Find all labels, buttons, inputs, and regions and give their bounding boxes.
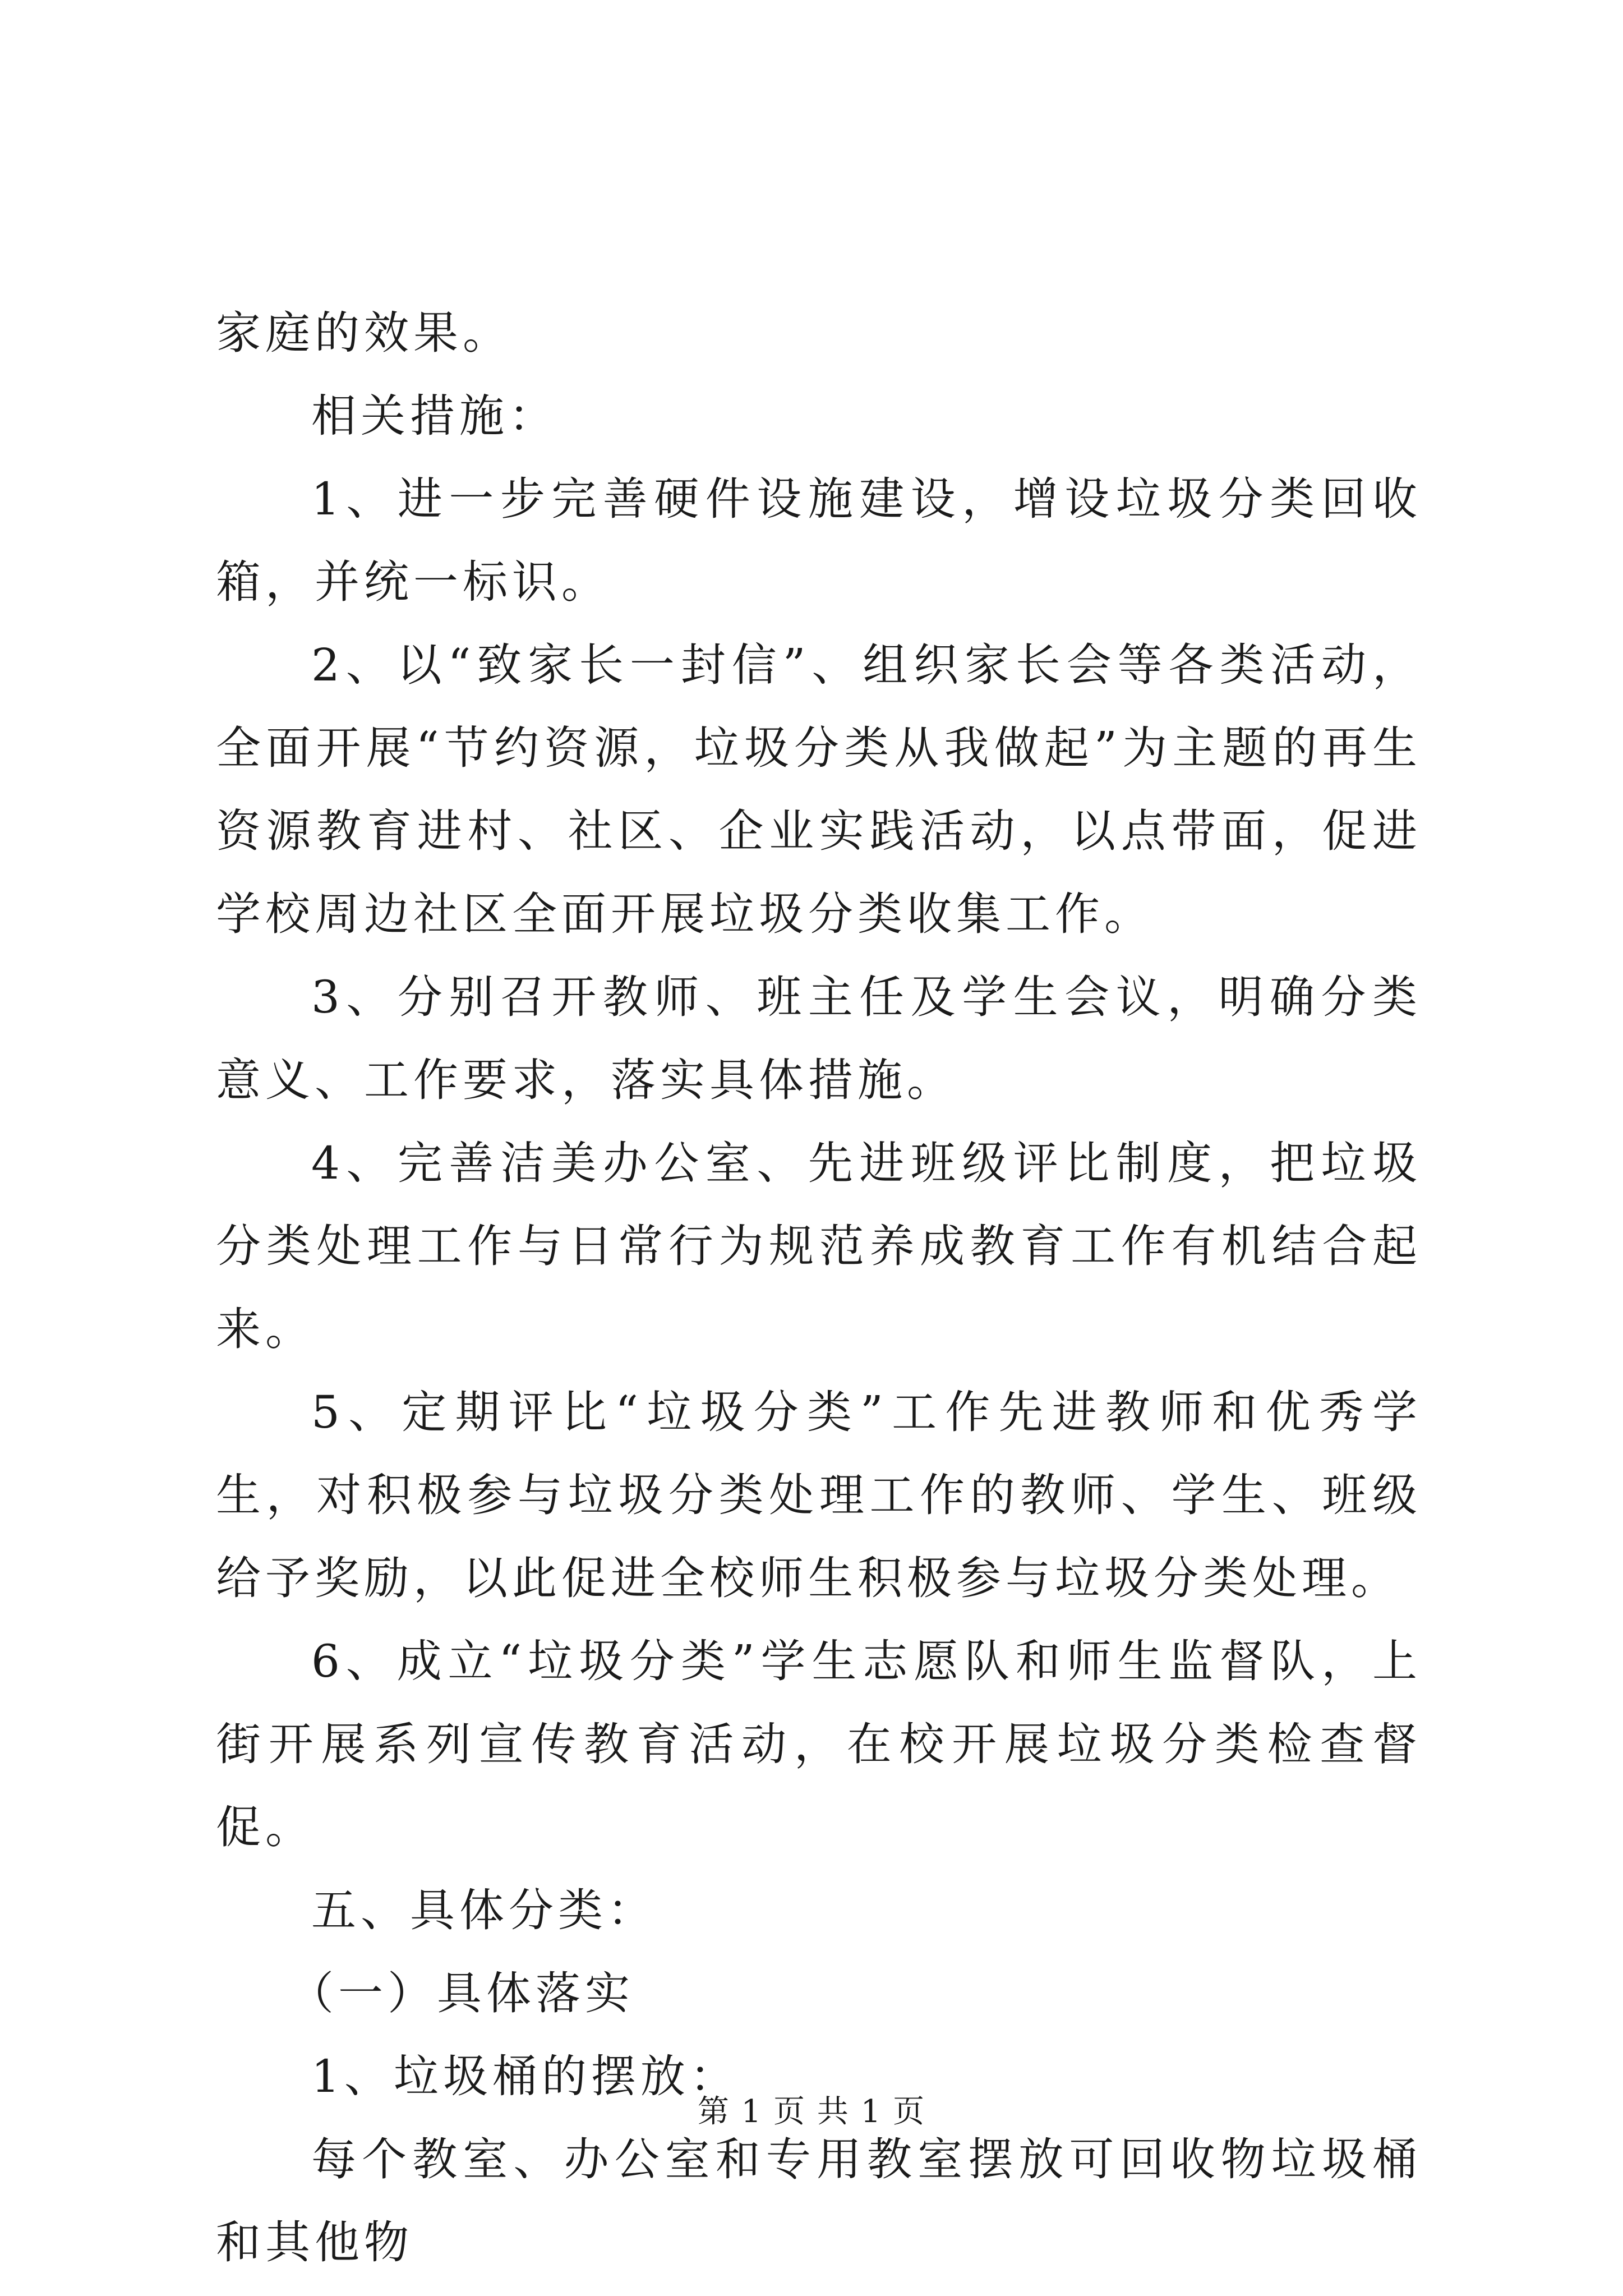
paragraph-bin-placement: 每个教室、办公室和专用教室摆放可回收物垃圾桶和其他物 [216, 2133, 1422, 2269]
paragraph-measure-3: 3、分别召开教师、班主任及学生会议，明确分类意义、工作要求，落实具体措施。 [216, 971, 1422, 1106]
subsection-heading-implementation: （一）具体落实 [289, 1967, 634, 2019]
paragraph-measure-6: 6、成立“垃圾分类”学生志愿队和师生监督队，上街开展系列宣传教育活动，在校开展垃圾分类检查督促。 [216, 1635, 1422, 1853]
paragraph-measure-1: 1、进一步完善硬件设施建设，增设垃圾分类回收箱，并统一标识。 [216, 473, 1422, 608]
paragraph-measure-5: 5、定期评比“垃圾分类”工作先进教师和优秀学生，对积极参与垃圾分类处理工作的教师、学生、班级给予奖励，以此促进全校师生积极参与垃圾分类处理。 [216, 1386, 1422, 1604]
paragraph-measures-heading: 相关措施： [311, 390, 558, 442]
document-body [216, 292, 1422, 2284]
section-heading-classification: 五、具体分类： [311, 1884, 657, 1936]
page-footer: 第 1 页 共 1 页 [697, 2093, 926, 2130]
paragraph-measure-2: 2、以“致家长一封信”、组织家长会等各类活动，全面开展“节约资源，垃圾分类从我做起”为主题的再生资源教育进村、社区、企业实践活动，以点带面，促进学校周边社区全面开展垃圾分类收集工作。 [216, 639, 1422, 940]
paragraph-measure-4: 4、完善洁美办公室、先进班级评比制度，把垃圾分类处理工作与日常行为规范养成教育工作有机结合起来。 [216, 1137, 1422, 1355]
item-heading-bin-placement: 1、垃圾桶的摆放： [311, 2050, 739, 2102]
paragraph-continuation: 家庭的效果。 [216, 307, 512, 359]
